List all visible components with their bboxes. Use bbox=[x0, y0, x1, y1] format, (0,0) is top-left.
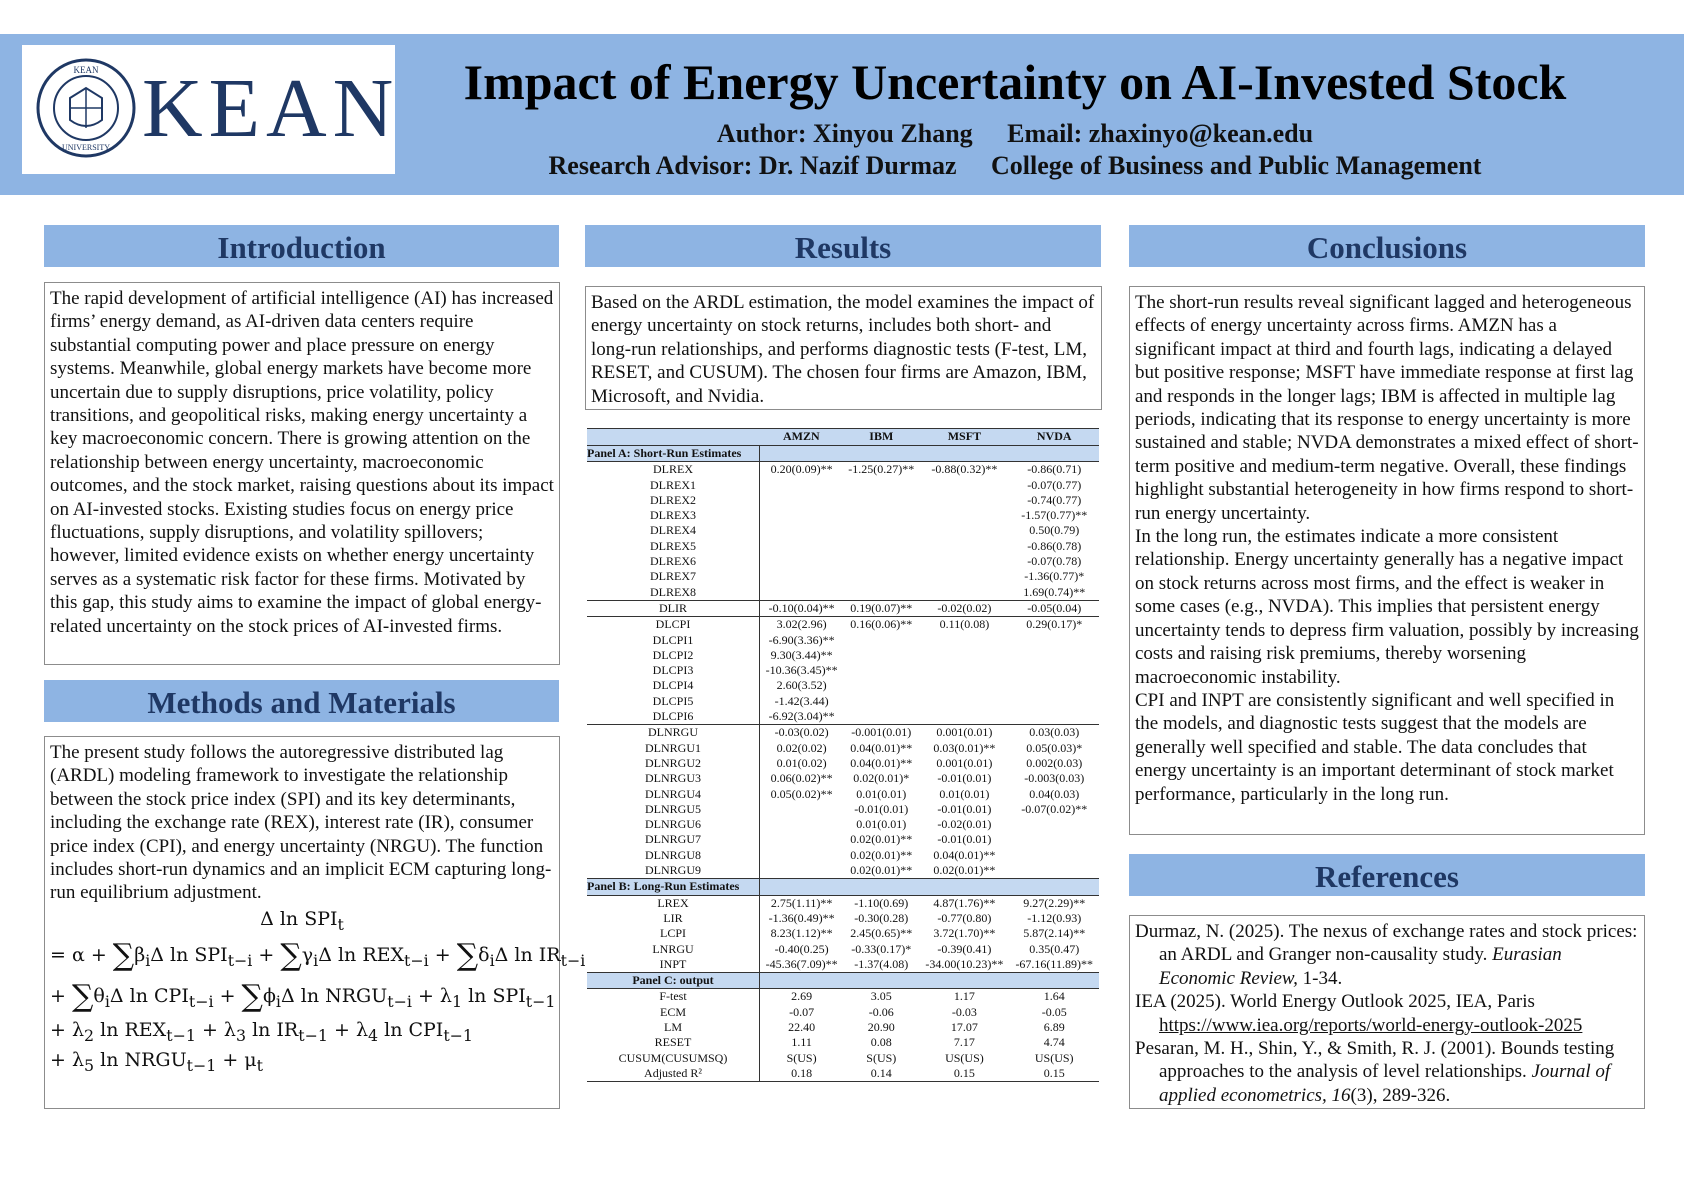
advisor-name: Research Advisor: Dr. Nazif Durmaz bbox=[548, 151, 957, 180]
row-label: LM bbox=[664, 1019, 682, 1034]
table-cell: 0.002(0.03) bbox=[1026, 755, 1083, 770]
advisor-line bbox=[400, 150, 1630, 182]
row-label: LCPI bbox=[659, 926, 686, 941]
table-cell bbox=[843, 478, 919, 493]
table-row bbox=[587, 569, 1099, 584]
table-cell: 0.02(0.01)** bbox=[850, 863, 913, 878]
table-cell bbox=[843, 493, 919, 508]
table-cell bbox=[843, 508, 919, 523]
introduction-heading: Introduction bbox=[44, 225, 559, 267]
row-label: ECM bbox=[659, 1004, 686, 1019]
table-cell: 0.01(0.01) bbox=[856, 786, 907, 801]
table-cell bbox=[1009, 709, 1099, 725]
table-cell: 0.29(0.17)* bbox=[1009, 617, 1099, 633]
row-label: DLNRGU7 bbox=[645, 832, 701, 847]
table-cell: -0.30(0.28) bbox=[854, 910, 909, 925]
table-cell bbox=[1009, 663, 1099, 678]
table-cell: 3.72(1.70)** bbox=[933, 926, 996, 941]
table-cell: 0.001(0.01) bbox=[936, 755, 993, 770]
table-row bbox=[587, 633, 1099, 648]
table-cell: -0.01(0.01) bbox=[937, 771, 992, 786]
table-cell: -0.07(0.78) bbox=[1027, 554, 1082, 569]
table-cell: -1.36(0.49)** bbox=[760, 911, 844, 926]
table-cell: 4.87(1.76)** bbox=[933, 895, 996, 910]
row-label: DLREX bbox=[653, 462, 693, 477]
table-cell: -0.05 bbox=[1041, 1004, 1067, 1019]
table-cell bbox=[760, 554, 844, 569]
table-cell: 0.02(0.01)** bbox=[933, 863, 996, 878]
table-cell: -0.86(0.78) bbox=[1027, 538, 1082, 553]
table-row bbox=[587, 1005, 1099, 1020]
references-box bbox=[1129, 915, 1645, 1109]
row-label: DLNRGU bbox=[587, 725, 760, 741]
row-label: Adjusted R² bbox=[587, 1066, 760, 1082]
table-cell: 0.14 bbox=[843, 1066, 919, 1082]
table-row bbox=[587, 911, 1099, 926]
table-row bbox=[587, 648, 1099, 663]
table-cell bbox=[919, 554, 1009, 569]
conclusions-heading: Conclusions bbox=[1129, 225, 1645, 267]
table-cell: 0.04(0.03) bbox=[1029, 786, 1080, 801]
table-cell: 1.64 bbox=[1043, 989, 1065, 1004]
table-cell bbox=[760, 802, 844, 817]
table-cell: -6.90(3.36)** bbox=[760, 633, 844, 648]
table-cell bbox=[919, 663, 1009, 678]
table-cell bbox=[760, 508, 844, 523]
table-cell bbox=[1009, 678, 1099, 693]
table-cell: 0.05(0.02)** bbox=[760, 787, 844, 802]
table-cell: 0.02(0.01)** bbox=[850, 832, 913, 847]
table-row bbox=[587, 508, 1099, 523]
row-label: DLREX8 bbox=[650, 584, 696, 599]
table-cell: -0.01(0.01) bbox=[854, 801, 909, 816]
table-cell bbox=[760, 863, 844, 879]
panel-label: Panel B: Long-Run Estimates bbox=[587, 879, 760, 895]
header-banner bbox=[0, 34, 1684, 195]
results-text: Based on the ARDL estimation, the model examines the impact of energy uncertainty on stock returns, includes both short- and long-run relationships, and performs diagnostic tests (F-test, LM, RESET, and CUSUM). The chosen four firms are Amazon, IBM, Microsoft, and Nvidia. bbox=[591, 292, 1095, 407]
row-label: DLNRGU6 bbox=[645, 817, 701, 832]
table-row bbox=[587, 895, 1099, 911]
table-row bbox=[587, 741, 1099, 756]
conclusions-paragraph: In the long run, the estimates indicate a more consistent relationship. Energy uncertainty generally has a negative impact on stock returns across most firms, and the effect is weaker in some cases (e.g., NVDA). This implies that persistent energy uncertainty tends to depress firm valuation, possibly by increasing costs and raising risk premiums, thereby worsening macroeconomic instability. bbox=[1135, 526, 1639, 688]
table-header-cell: NVDA bbox=[1009, 429, 1099, 446]
table-cell bbox=[1009, 832, 1099, 847]
panel-label: Panel A: Short-Run Estimates bbox=[587, 446, 760, 462]
table-cell: 2.45(0.65)** bbox=[850, 926, 913, 941]
table-cell: -1.42(3.44) bbox=[760, 694, 844, 709]
row-label: LIR bbox=[663, 910, 683, 925]
table-cell: 0.01(0.02) bbox=[760, 756, 844, 771]
logo-wordmark: KEAN bbox=[142, 62, 400, 155]
table-row bbox=[587, 478, 1099, 493]
table-cell: 0.11(0.08) bbox=[919, 617, 1009, 633]
svg-text:KEAN: KEAN bbox=[73, 65, 99, 75]
table-cell bbox=[843, 694, 919, 709]
table-cell: 0.06(0.02)** bbox=[760, 771, 844, 786]
author-line bbox=[400, 118, 1630, 150]
table-cell bbox=[1009, 848, 1099, 863]
table-cell: 0.16(0.06)** bbox=[843, 617, 919, 633]
ardl-equation: Δ $\ln SPI_t$ = $\alpha + \sum\beta_i\Delta$ $\ln SPI_{t-i} + \sum\gamma_i\Delta$ $\ln REX_{t-i} + \sum\delta_i\Delta$ $\ln IR_{t-i}$ + $\sum\theta_i\Delta$ $\ln CPI_{t-i} + \sum\phi_i\Delta$ $\ln NRGU_{t-i} + \lambda_1$ $\ln SPI_{t-1}$ + $\lambda_2$ $\ln REX_{t-1} + \lambda_3$ $\ln IR_{t-1} + \lambda_4$ $\ln CPI_{t-1}$ + $\lambda_5$ $\ln NRGU_{t-1} + \mu_t$ bbox=[50, 907, 586, 1075]
table-header-cell bbox=[587, 429, 760, 446]
introduction-text: The rapid development of artificial intelligence (AI) has increased firms’ energy demand, as AI-driven data centers require substantial computing power and place pressure on energy systems. Meanwhile, global energy markets have become more uncertain due to supply disruptions, price volatility, policy transitions, and geopolitical risks, making energy uncertainty a key macroeconomic concern. There is growing attention on the relationship between energy uncertainty, macroeconomic outcomes, and the stock market, raising questions about its impact on AI-invested stocks. Existing studies focus on energy price fluctuations, supply disruptions, and volatility spillovers; however, limited evidence exists on whether energy uncertainty serves as a systematic risk factor for these firms. Motivated by this gap, this study aims to examine the impact of global energy-related uncertainty on the stock prices of AI-invested firms. bbox=[50, 288, 554, 637]
table-cell: -0.07(0.77) bbox=[1027, 477, 1082, 492]
table-row bbox=[587, 663, 1099, 678]
table-row bbox=[587, 848, 1099, 863]
row-label: LREX bbox=[657, 895, 689, 910]
table-row bbox=[587, 926, 1099, 941]
table-cell: -0.05(0.04) bbox=[1009, 600, 1099, 616]
table-cell: 0.04(0.01)** bbox=[933, 847, 996, 862]
table-cell bbox=[919, 648, 1009, 663]
row-label: DLNRGU1 bbox=[645, 740, 701, 755]
table-cell: -10.36(3.45)** bbox=[760, 663, 844, 678]
table-row bbox=[587, 942, 1099, 957]
table-cell bbox=[843, 709, 919, 725]
table-row bbox=[587, 1066, 1099, 1082]
table-cell bbox=[1009, 817, 1099, 832]
table-cell: -0.02(0.02) bbox=[919, 600, 1009, 616]
row-label: DLNRGU3 bbox=[645, 771, 701, 786]
kean-logo bbox=[22, 45, 400, 174]
table-cell bbox=[843, 648, 919, 663]
table-row bbox=[587, 832, 1099, 847]
table-cell: 0.001(0.01) bbox=[919, 725, 1009, 741]
table-cell: 0.03(0.01)** bbox=[933, 740, 996, 755]
methods-box bbox=[44, 736, 586, 1109]
table-cell bbox=[919, 569, 1009, 584]
table-cell bbox=[919, 523, 1009, 538]
table-cell: 8.23(1.12)** bbox=[760, 926, 844, 941]
table-cell: 0.18 bbox=[760, 1066, 844, 1082]
table-cell bbox=[1009, 694, 1099, 709]
row-label: DLNRGU5 bbox=[645, 801, 701, 816]
table-header-cell: MSFT bbox=[919, 429, 1009, 446]
table-header-cell: IBM bbox=[843, 429, 919, 446]
table-row bbox=[587, 863, 1099, 879]
table-cell: -67.16(11.89)** bbox=[1015, 956, 1093, 971]
table-cell bbox=[919, 709, 1009, 725]
table-cell: 0.15 bbox=[919, 1066, 1009, 1082]
table-cell bbox=[919, 694, 1009, 709]
reference-item bbox=[1135, 920, 1639, 990]
table-row bbox=[587, 554, 1099, 569]
reference-journal: Journal of applied econometrics, 16 bbox=[1159, 1061, 1611, 1106]
table-row bbox=[587, 756, 1099, 771]
reference-journal: Eurasian Economic Review, bbox=[1159, 944, 1562, 989]
table-row bbox=[587, 817, 1099, 832]
table-cell: -34.00(10.23)** bbox=[925, 956, 1004, 971]
table-cell: 6.89 bbox=[1043, 1019, 1065, 1034]
row-label: DLREX4 bbox=[650, 523, 696, 538]
conclusions-box bbox=[1129, 286, 1645, 835]
table-cell bbox=[760, 478, 844, 493]
row-label: DLCPI6 bbox=[652, 709, 694, 724]
table-cell bbox=[760, 569, 844, 584]
table-cell: 0.35(0.47) bbox=[1029, 941, 1080, 956]
table-cell: 5.87(2.14)** bbox=[1023, 926, 1086, 941]
table-cell bbox=[760, 585, 844, 601]
table-cell bbox=[1009, 648, 1099, 663]
table-cell: 0.03(0.03) bbox=[1009, 725, 1099, 741]
table-cell: 0.04(0.01)** bbox=[850, 740, 913, 755]
table-cell: -1.25(0.27)** bbox=[848, 462, 915, 477]
table-row bbox=[587, 787, 1099, 802]
methods-heading: Methods and Materials bbox=[44, 680, 559, 722]
table-cell: 0.50(0.79) bbox=[1029, 523, 1080, 538]
table-cell: -0.03 bbox=[951, 1004, 977, 1019]
results-heading: Results bbox=[585, 225, 1101, 267]
table-cell bbox=[919, 493, 1009, 508]
table-cell: -0.77(0.80) bbox=[937, 910, 992, 925]
table-cell: -0.88(0.32)** bbox=[931, 462, 998, 477]
table-cell: 0.15 bbox=[1009, 1066, 1099, 1082]
row-label: DLREX2 bbox=[650, 492, 696, 507]
row-label: INPT bbox=[659, 956, 687, 971]
row-label: LNRGU bbox=[652, 941, 694, 956]
table-cell: 0.05(0.03)* bbox=[1026, 740, 1083, 755]
table-cell: 3.05 bbox=[870, 989, 892, 1004]
table-cell: 0.01(0.01) bbox=[856, 817, 907, 832]
table-cell: -0.86(0.71) bbox=[1027, 462, 1082, 477]
methods-text: The present study follows the autoregressive distributed lag (ARDL) modeling framework to investigate the relationship between the stock price index (SPI) and its key determinants, including the exchange rate (REX), interest rate (IR), consumer price index (CPI), and energy uncertainty (NRGU). The function includes short-run dynamics and an implicit ECM capturing long-run equilibrium adjustment. bbox=[50, 742, 552, 904]
table-panel-row bbox=[587, 973, 1099, 989]
table-cell: US(US) bbox=[945, 1050, 984, 1065]
table-cell bbox=[919, 585, 1009, 601]
reference-text: IEA (2025). World Energy Outlook 2025, IEA, Paris bbox=[1135, 991, 1535, 1013]
table-cell: -0.07 bbox=[760, 1005, 844, 1020]
reference-text: 1-34. bbox=[1297, 967, 1343, 989]
table-row bbox=[587, 802, 1099, 817]
results-box bbox=[585, 286, 1102, 410]
table-cell: 0.20(0.09)** bbox=[760, 462, 844, 478]
table-cell bbox=[760, 832, 844, 847]
table-cell: S(US) bbox=[866, 1050, 897, 1065]
row-label: DLREX7 bbox=[650, 569, 696, 584]
table-cell bbox=[760, 539, 844, 554]
panel-label: Panel C: output bbox=[587, 973, 760, 989]
table-row bbox=[587, 462, 1099, 478]
table-row bbox=[587, 771, 1099, 786]
table-row bbox=[587, 1051, 1099, 1066]
introduction-box bbox=[44, 282, 560, 665]
table-cell bbox=[843, 523, 919, 538]
table-cell bbox=[843, 633, 919, 648]
svg-text:UNIVERSITY: UNIVERSITY bbox=[62, 143, 110, 152]
row-label: DLREX3 bbox=[650, 508, 696, 523]
row-label: DLIR bbox=[587, 600, 760, 616]
table-cell: 0.02(0.01)* bbox=[853, 771, 910, 786]
table-row bbox=[587, 585, 1099, 601]
table-cell bbox=[843, 569, 919, 584]
college-name: College of Business and Public Management bbox=[991, 151, 1482, 180]
table-row bbox=[587, 523, 1099, 538]
table-row bbox=[587, 493, 1099, 508]
table-cell: 0.04(0.01)** bbox=[850, 755, 913, 770]
table-cell: -0.001(0.01) bbox=[843, 725, 919, 741]
table-row bbox=[587, 600, 1099, 616]
table-cell: US(US) bbox=[1034, 1050, 1074, 1065]
table-cell: -1.37(4.08) bbox=[854, 956, 909, 971]
row-label: DLCPI4 bbox=[652, 678, 694, 693]
row-label: DLCPI1 bbox=[652, 632, 694, 647]
table-row bbox=[587, 957, 1099, 973]
table-cell bbox=[1009, 633, 1099, 648]
table-cell bbox=[919, 539, 1009, 554]
table-cell: -0.003(0.03) bbox=[1024, 771, 1085, 786]
table-cell: 9.30(3.44)** bbox=[760, 648, 844, 663]
row-label: DLNRGU8 bbox=[645, 847, 701, 862]
author-email[interactable]: Email: zhaxinyo@kean.edu bbox=[1007, 119, 1314, 148]
table-cell: 0.02(0.01)** bbox=[850, 847, 913, 862]
table-cell: 4.74 bbox=[1043, 1035, 1065, 1050]
row-label: CUSUM(CUSUMSQ) bbox=[618, 1050, 728, 1065]
row-label: DLNRGU4 bbox=[645, 786, 701, 801]
table-cell bbox=[760, 817, 844, 832]
poster-title: Impact of Energy Uncertainty on AI-Invested Stock bbox=[463, 54, 1567, 110]
table-row bbox=[587, 709, 1099, 725]
university-seal-icon bbox=[36, 58, 136, 158]
table-cell bbox=[843, 585, 919, 601]
row-label: F-test bbox=[659, 989, 687, 1004]
row-label: DLREX1 bbox=[650, 477, 696, 492]
table-cell bbox=[843, 539, 919, 554]
references-heading: References bbox=[1129, 854, 1645, 896]
table-cell: -0.07(0.02)** bbox=[1021, 801, 1088, 816]
table-cell bbox=[919, 633, 1009, 648]
table-cell: 2.69 bbox=[760, 989, 844, 1005]
table-cell: 9.27(2.29)** bbox=[1023, 895, 1086, 910]
table-cell: 0.19(0.07)** bbox=[843, 600, 919, 616]
table-cell bbox=[760, 848, 844, 863]
row-label: DLCPI2 bbox=[652, 647, 694, 662]
table-cell bbox=[919, 678, 1009, 693]
panel-spacer bbox=[760, 879, 1100, 895]
row-label: DLCPI bbox=[587, 617, 760, 633]
table-cell: 1.17 bbox=[953, 989, 975, 1004]
row-label: DLREX5 bbox=[650, 538, 696, 553]
table-cell: 0.01(0.01) bbox=[939, 786, 990, 801]
table-cell: -0.74(0.77) bbox=[1027, 492, 1082, 507]
table-cell: -1.12(0.93) bbox=[1027, 910, 1082, 925]
table-cell: 1.69(0.74)** bbox=[1023, 584, 1086, 599]
table-cell bbox=[919, 478, 1009, 493]
table-cell bbox=[843, 678, 919, 693]
table-cell bbox=[760, 523, 844, 538]
table-cell: 2.60(3.52) bbox=[760, 678, 844, 693]
table-cell: -0.02(0.01) bbox=[937, 817, 992, 832]
table-cell: S(US) bbox=[760, 1051, 844, 1066]
table-cell: 20.90 bbox=[867, 1019, 895, 1034]
table-cell: -0.39(0.41) bbox=[937, 941, 992, 956]
row-label: DLCPI3 bbox=[652, 663, 694, 678]
reference-item bbox=[1135, 1037, 1639, 1107]
reference-text: Durmaz, N. (2025). The nexus of exchange rates and stock prices: an ARDL and Granger non-causality study. bbox=[1135, 921, 1638, 966]
table-cell bbox=[843, 663, 919, 678]
table-cell: -0.10(0.04)** bbox=[760, 600, 844, 616]
table-cell: -6.92(3.04)** bbox=[760, 709, 844, 725]
table-cell: 3.02(2.96) bbox=[760, 617, 844, 633]
conclusions-paragraph: The short-run results reveal significant lagged and heterogeneous effects of energy uncertainty across firms. AMZN has a significant impact at third and fourth lags, indicating a delayed but positive response; MSFT have immediate response at first lag and responds in the longer lags; IBM is affected in multiple lag periods, indicating that its response to energy uncertainty is more sustained and stable; NVDA demonstrates a mixed effect of short-term positive and medium-term negative. Overall, these findings highlight substantial heterogeneity in how firms respond to short-run energy uncertainty. bbox=[1135, 292, 1639, 524]
table-cell: -1.36(0.77)* bbox=[1024, 569, 1085, 584]
table-row bbox=[587, 694, 1099, 709]
reference-link[interactable]: https://www.iea.org/reports/world-energy-outlook-2025 bbox=[1159, 1014, 1583, 1036]
table-cell: -0.03(0.02) bbox=[760, 725, 844, 741]
reference-text: (3), 289-326. bbox=[1350, 1084, 1451, 1106]
row-label: DLNRGU9 bbox=[645, 863, 701, 878]
table-cell: 1.11 bbox=[760, 1035, 844, 1050]
reference-text: Pesaran, M. H., Shin, Y., & Smith, R. J. (2001). Bounds testing approaches to the analysis of level relationships. bbox=[1135, 1038, 1615, 1083]
table-cell: -45.36(7.09)** bbox=[760, 957, 844, 973]
table-cell bbox=[843, 554, 919, 569]
table-cell: -0.40(0.25) bbox=[760, 942, 844, 957]
table-cell: 17.07 bbox=[950, 1019, 978, 1034]
table-cell: -0.01(0.01) bbox=[937, 832, 992, 847]
table-cell: -0.01(0.01) bbox=[937, 801, 992, 816]
table-header-row bbox=[587, 429, 1099, 446]
panel-spacer bbox=[760, 446, 1100, 462]
table-cell: 22.40 bbox=[760, 1020, 844, 1035]
table-row bbox=[587, 989, 1099, 1005]
table-row bbox=[587, 617, 1099, 633]
panel-spacer bbox=[760, 973, 1100, 989]
author-name: Author: Xinyou Zhang bbox=[716, 119, 973, 148]
table-cell: -0.33(0.17)* bbox=[851, 941, 912, 956]
table-cell bbox=[1009, 863, 1099, 879]
table-cell: 2.75(1.11)** bbox=[760, 895, 844, 911]
table-row bbox=[587, 678, 1099, 693]
table-cell bbox=[919, 508, 1009, 523]
row-label: DLCPI5 bbox=[652, 693, 694, 708]
reference-item bbox=[1135, 990, 1639, 1037]
table-header-cell: AMZN bbox=[760, 429, 844, 446]
row-label: RESET bbox=[654, 1035, 692, 1050]
table-row bbox=[587, 1035, 1099, 1050]
results-table bbox=[587, 428, 1099, 1082]
table-cell bbox=[760, 493, 844, 508]
table-row bbox=[587, 725, 1099, 741]
table-cell: -1.57(0.77)** bbox=[1021, 508, 1088, 523]
table-cell: 7.17 bbox=[953, 1035, 975, 1050]
conclusions-paragraph: CPI and INPT are consistently significant and well specified in the models, and diagnostic tests suggest that the models are generally well specified and stable. The data concludes that energy uncertainty is an important determinant of stock market performance, particularly in the long run. bbox=[1135, 689, 1615, 805]
table-cell: 0.08 bbox=[870, 1035, 892, 1050]
row-label: DLNRGU2 bbox=[645, 755, 701, 770]
table-cell: 0.02(0.02) bbox=[760, 741, 844, 756]
table-panel-row bbox=[587, 879, 1099, 895]
table-cell: -0.06 bbox=[868, 1004, 894, 1019]
table-row bbox=[587, 1020, 1099, 1035]
table-panel-row bbox=[587, 446, 1099, 462]
row-label: DLREX6 bbox=[650, 554, 696, 569]
table-row bbox=[587, 539, 1099, 554]
table-cell: -1.10(0.69) bbox=[854, 895, 909, 910]
